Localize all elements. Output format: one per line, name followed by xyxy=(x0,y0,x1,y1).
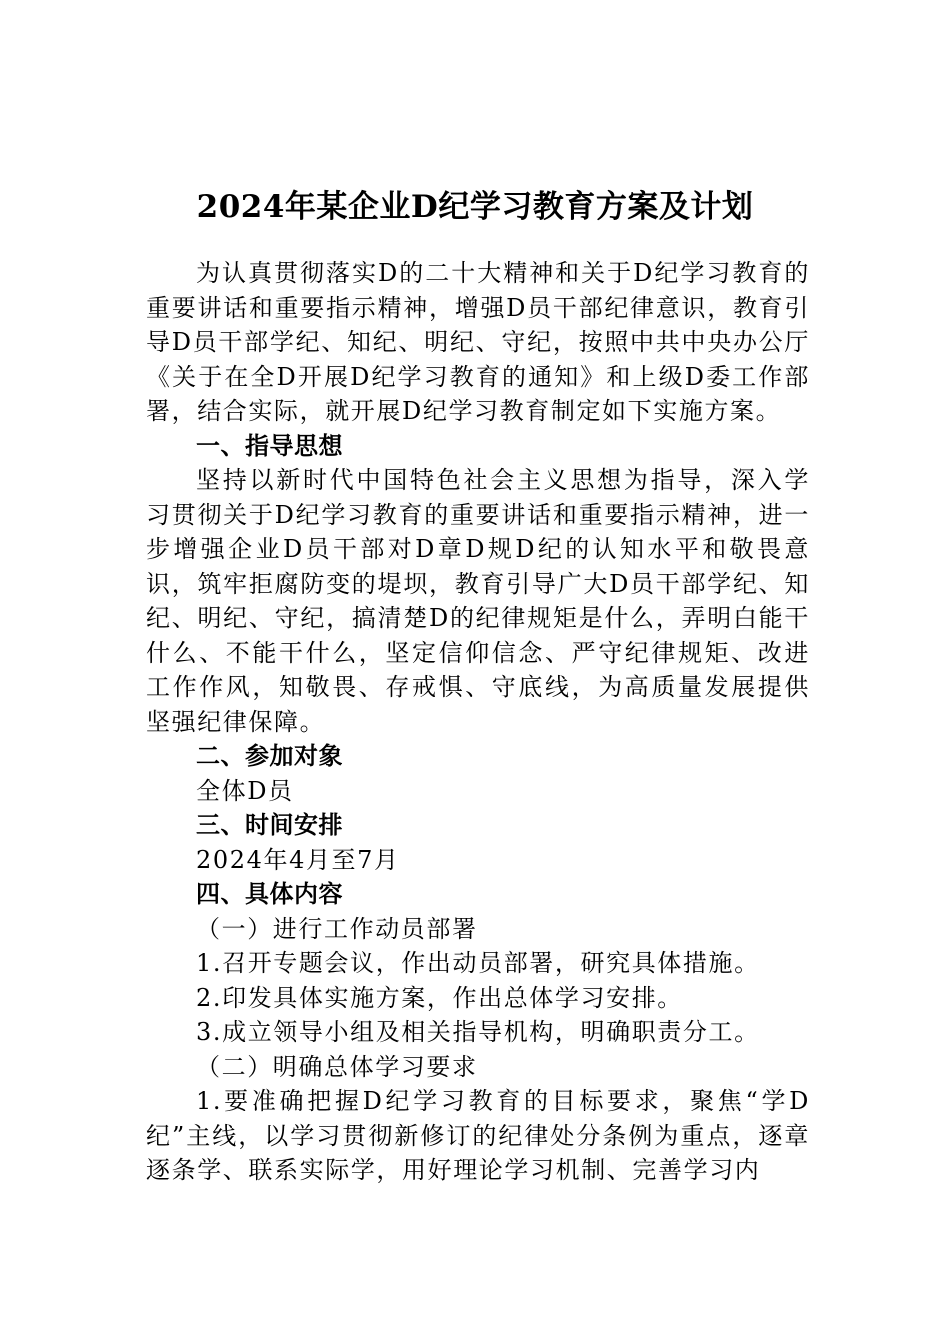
section-heading-guiding-thought: 一、指导思想 xyxy=(196,431,343,460)
document-body xyxy=(146,256,810,1188)
section-heading-content: 四、具体内容 xyxy=(196,880,343,908)
list-item: 1.要准确把握D纪学习教育的目标要求，聚焦“学D纪”主线，以学习贯彻新修订的纪律处分条例为重点，逐章逐条学、联系实际学，用好理论学习机制、完善学习内 xyxy=(146,1087,810,1184)
guiding-thought-paragraph: 坚持以新时代中国特色社会主义思想为指导，深入学习贯彻关于D纪学习教育的重要讲话和重要指示精神，进一步增强企业D员干部对D章D规D纪的认知水平和敬畏意识，筑牢拒腐防变的堤坝，教育引导广大D员干部学纪、知纪、明纪、守纪，搞清楚D的纪律规矩是什么，弄明白能干什么、不能干什么，坚定信仰信念、严守纪律规矩、改进工作作风，知敬畏、存戒惧、守底线，为高质量发展提供坚强纪律保障。 xyxy=(146,466,810,736)
intro-paragraph: 为认真贯彻落实D的二十大精神和关于D纪学习教育的重要讲话和重要指示精神，增强D员干部纪律意识，教育引导D员干部学纪、知纪、明纪、守纪，按照中共中央办公厅《关于在全D开展D纪学习教育的通知》和上级D委工作部署，结合实际，就开展D纪学习教育制定如下实施方案。 xyxy=(146,259,810,425)
list-item: 3.成立领导小组及相关指导机构，明确职责分工。 xyxy=(196,1018,760,1046)
document-title: 2024年某企业D纪学习教育方案及计划 xyxy=(196,188,754,225)
section-heading-participants: 二、参加对象 xyxy=(196,742,343,770)
subsection-heading-requirements: （二）明确总体学习要求 xyxy=(196,1052,478,1081)
subsection-heading-mobilization: （一）进行工作动员部署 xyxy=(196,914,478,943)
participants-text: 全体D员 xyxy=(196,776,294,805)
schedule-text: 2024年4月至7月 xyxy=(196,845,400,874)
section-heading-schedule: 三、时间安排 xyxy=(196,811,343,839)
list-item: 1.召开专题会议，作出动员部署，研究具体措施。 xyxy=(196,949,760,977)
list-item: 2.印发具体实施方案，作出总体学习安排。 xyxy=(196,983,683,1012)
